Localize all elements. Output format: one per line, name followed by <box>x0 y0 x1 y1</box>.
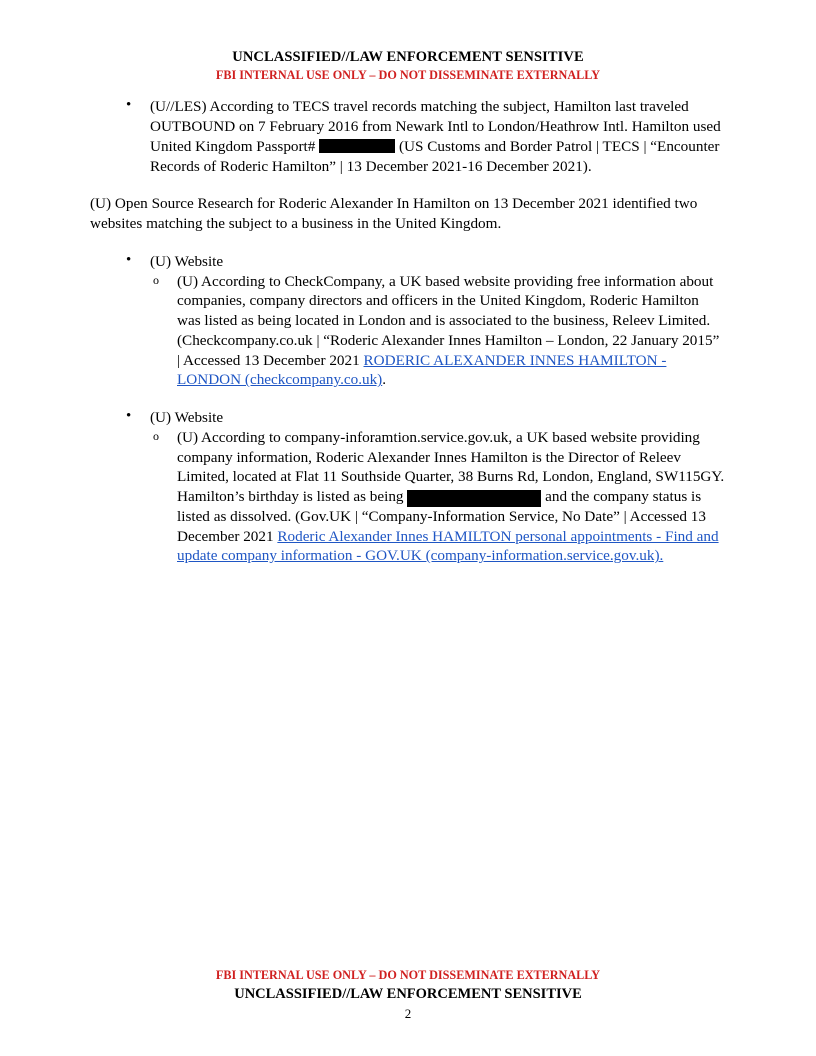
bullet-icon: • <box>126 408 132 425</box>
document-body <box>90 97 726 566</box>
page-number: 2 <box>404 1006 412 1021</box>
spacer <box>90 234 726 252</box>
website-1-heading: (U) Website <box>150 252 224 270</box>
open-source-intro-paragraph: (U) Open Source Research for Roderic Alexander In Hamilton on 13 December 2021 identified two websites matching the subject to a business in the United Kingdom. <box>90 195 698 233</box>
travel-record-text-after: (US Customs and Border Patrol | TECS | “Encounter Records of Roderic Hamilton” | 13 December 2021-16 December 2021). <box>150 137 720 175</box>
spacer <box>90 176 726 194</box>
sub-list-website-2 <box>150 428 726 566</box>
bullet-icon: • <box>126 97 132 114</box>
website-2-heading: (U) Website <box>150 409 224 427</box>
website-2-text-part2: and the company status is listed as dissolved. (Gov.UK | “Company-Information Service, No Date” | Accessed 13 December 2021 <box>177 488 706 545</box>
redaction-passport-number <box>319 139 395 153</box>
list-item <box>122 97 726 176</box>
website-2-paragraph <box>177 428 726 566</box>
travel-record-text-before: (U//LES) According to TECS travel records matching the subject, Hamilton last traveled OUTBOUND on 7 February 2016 from Newark Intl to London/Heathrow Intl. Hamilton used United Kingdom Passport# <box>150 98 721 155</box>
header-caveat-banner: FBI INTERNAL USE ONLY – DO NOT DISSEMINATE EXTERNALLY <box>215 68 601 83</box>
circle-bullet-icon: o <box>153 428 159 443</box>
footer-classification-banner: UNCLASSIFIED//LAW ENFORCEMENT SENSITIVE <box>234 985 582 1002</box>
website-1-paragraph <box>177 272 726 391</box>
travel-record-paragraph <box>150 97 726 176</box>
govuk-link[interactable]: Roderic Alexander Innes HAMILTON personal appointments - Find and update company information - GOV.UK (company-information.service.gov.uk). <box>177 527 719 565</box>
document-footer <box>0 968 816 1022</box>
header-classification-banner: UNCLASSIFIED//LAW ENFORCEMENT SENSITIVE <box>232 49 584 65</box>
bullet-icon: • <box>126 251 132 268</box>
website-1-text: (U) According to CheckCompany, a UK based website providing free information about companies, company directors and officers in the United Kingdom, Roderic Hamilton was listed as being located in London and is associated to the business, Releev Limited. (Checkcompany.co.uk | “Roderic Alexander Innes Hamilton – London, 22 January 2015” | Accessed 13 December 2021 <box>177 272 720 369</box>
sub-list-website-1 <box>150 272 726 391</box>
list-item <box>150 272 726 391</box>
checkcompany-link[interactable]: RODERIC ALEXANDER INNES HAMILTON - LONDON (checkcompany.co.uk) <box>177 351 667 389</box>
redaction-birthday-line2 <box>503 490 541 507</box>
list-item <box>122 252 726 390</box>
footer-caveat-banner: FBI INTERNAL USE ONLY – DO NOT DISSEMINATE EXTERNALLY <box>215 967 601 982</box>
spacer <box>90 390 726 408</box>
bullet-list-website-2 <box>90 408 726 566</box>
circle-bullet-icon: o <box>153 272 159 287</box>
redaction-birthday-line1 <box>407 490 503 507</box>
website-1-text-end: . <box>382 371 387 389</box>
bullet-list-website-1 <box>90 252 726 390</box>
list-item <box>150 428 726 566</box>
bullet-list-travel <box>90 97 726 176</box>
list-item <box>122 408 726 566</box>
website-2-text-part1: (U) According to company-inforamtion.service.gov.uk, a UK based website providing company information, Roderic Alexander Innes Hamilton is the Director of Releev Limited, located at Flat 11 Southside Quarter, 38 Burns Rd, London, England, SW115GY. Hamilton’s birthday is listed as being <box>177 428 725 506</box>
